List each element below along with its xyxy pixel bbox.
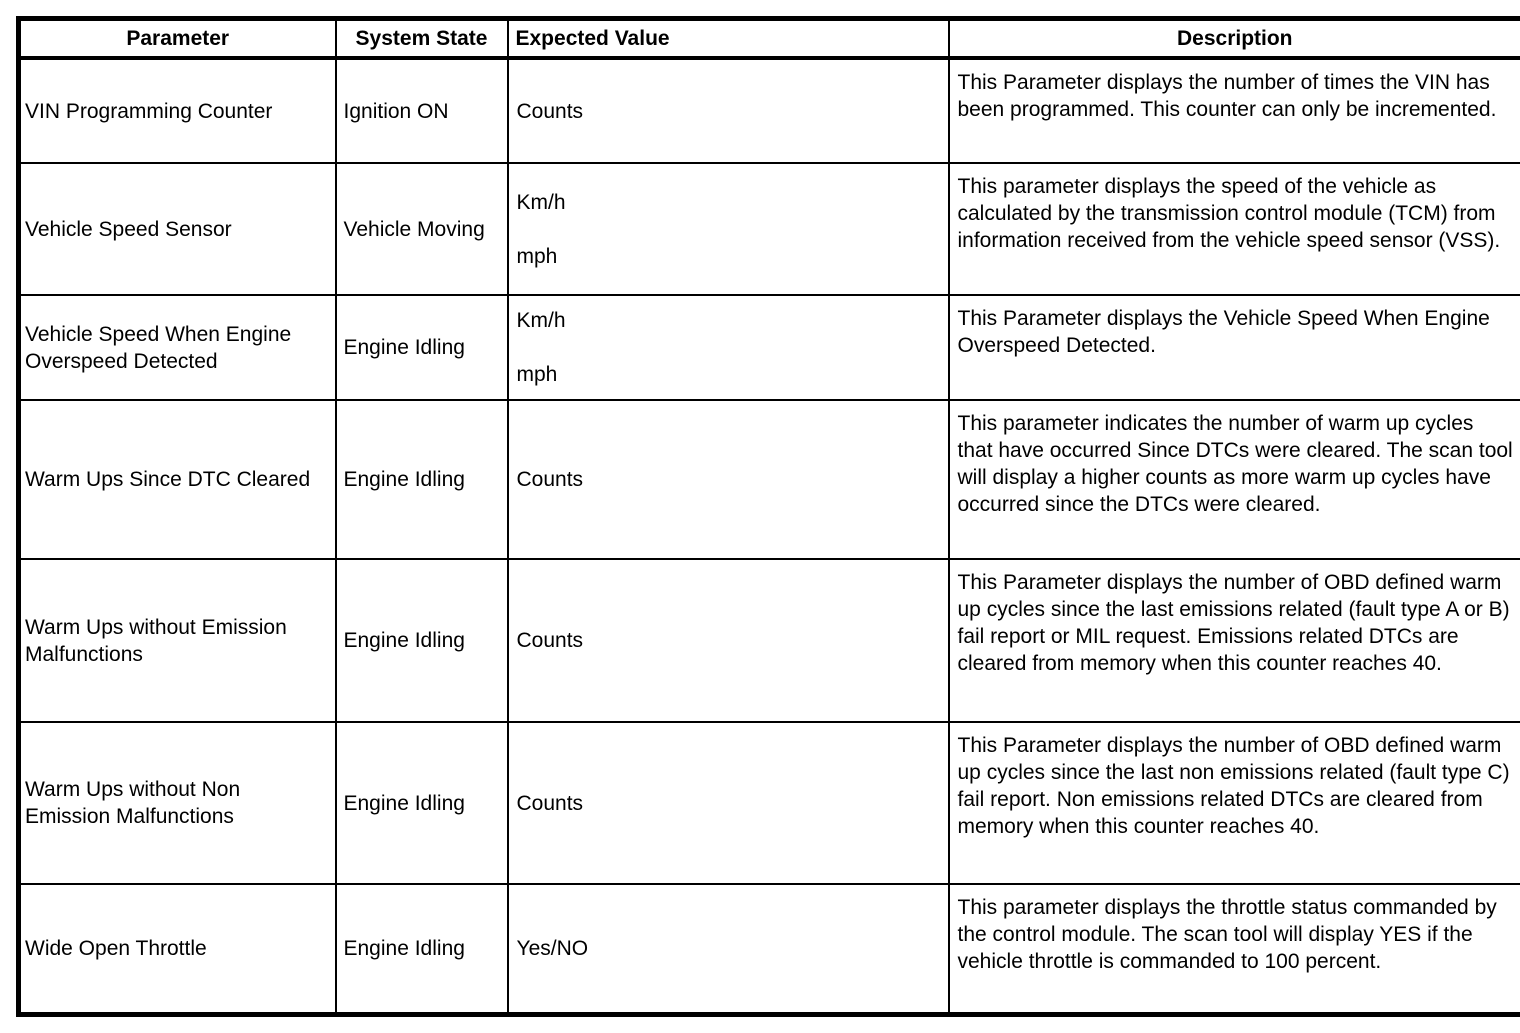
header-row (19, 19, 1520, 59)
expected-value-line: Counts (517, 627, 942, 654)
expected-value-line: Km/h (517, 307, 942, 334)
table-row (19, 58, 1520, 163)
system-state-cell: Vehicle Moving (336, 163, 508, 295)
expected-value-line: Counts (517, 98, 942, 125)
expected-value-line: Counts (517, 790, 942, 817)
description-cell: This parameter displays the speed of the vehicle as calculated by the transmission control module (TCM) from information received from the vehicle speed sensor (VSS). (949, 163, 1520, 295)
col-header-expected-value: Expected Value (508, 19, 949, 59)
parameter-cell: Vehicle Speed Sensor (19, 163, 336, 295)
description-cell: This parameter displays the throttle status commanded by the control module. The scan tool will display YES if the vehicle throttle is commanded to 100 percent. (949, 884, 1520, 1014)
parameter-cell: Wide Open Throttle (19, 884, 336, 1014)
table-row (19, 559, 1520, 722)
table-row (19, 884, 1520, 1014)
description-cell: This Parameter displays the number of OBD defined warm up cycles since the last non emissions related (fault type C) fail report. Non emissions related DTCs are cleared from memory when this counter reaches 40. (949, 722, 1520, 884)
expected-value-line: mph (517, 243, 942, 270)
parameter-cell: Warm Ups without Emission Malfunctions (19, 559, 336, 722)
expected-value-cell (508, 58, 949, 163)
table-row (19, 295, 1520, 400)
expected-value-cell (508, 295, 949, 400)
description-cell: This parameter indicates the number of warm up cycles that have occurred Since DTCs were cleared. The scan tool will display a higher counts as more warm up cycles have occurred since the DTCs were cleared. (949, 400, 1520, 559)
table-body (19, 58, 1520, 1014)
description-cell: This Parameter displays the number of OBD defined warm up cycles since the last emissions related (fault type A or B) fail report or MIL request. Emissions related DTCs are cleared from memory when this counter reaches 40. (949, 559, 1520, 722)
expected-value-line: Km/h (517, 189, 942, 216)
table-row (19, 400, 1520, 559)
parameter-cell: Warm Ups Since DTC Cleared (19, 400, 336, 559)
system-state-cell: Engine Idling (336, 400, 508, 559)
col-header-system-state: System State (336, 19, 508, 59)
col-header-parameter: Parameter (19, 19, 336, 59)
table-row (19, 722, 1520, 884)
col-header-description: Description (949, 19, 1520, 59)
expected-value-cell (508, 163, 949, 295)
scan-tool-parameter-table (16, 16, 1520, 1017)
expected-value-cell (508, 722, 949, 884)
expected-value-cell (508, 884, 949, 1014)
expected-value-line: mph (517, 361, 942, 388)
parameter-cell: Vehicle Speed When Engine Overspeed Detected (19, 295, 336, 400)
system-state-cell: Engine Idling (336, 722, 508, 884)
description-cell: This Parameter displays the number of times the VIN has been programmed. This counter can only be incremented. (949, 58, 1520, 163)
system-state-cell: Engine Idling (336, 295, 508, 400)
system-state-cell: Engine Idling (336, 884, 508, 1014)
expected-value-cell (508, 400, 949, 559)
description-cell: This Parameter displays the Vehicle Speed When Engine Overspeed Detected. (949, 295, 1520, 400)
table-row (19, 163, 1520, 295)
expected-value-line: Yes/NO (517, 935, 942, 962)
parameter-cell: VIN Programming Counter (19, 58, 336, 163)
system-state-cell: Engine Idling (336, 559, 508, 722)
system-state-cell: Ignition ON (336, 58, 508, 163)
expected-value-line: Counts (517, 466, 942, 493)
expected-value-cell (508, 559, 949, 722)
table-header (19, 19, 1520, 59)
parameter-cell: Warm Ups without Non Emission Malfunctions (19, 722, 336, 884)
